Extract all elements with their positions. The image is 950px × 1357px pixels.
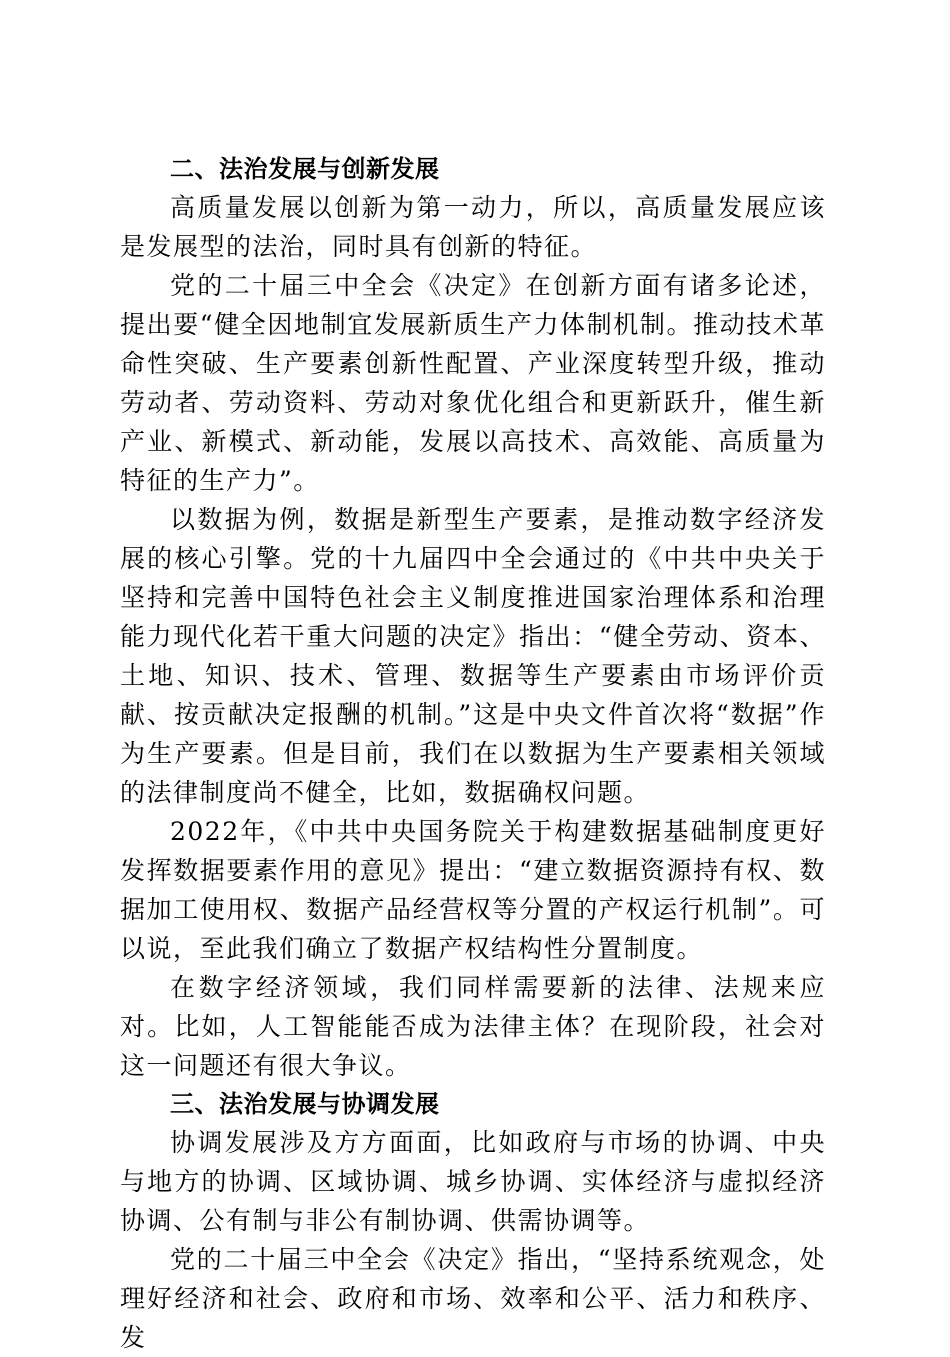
section-innovation <box>120 150 826 1085</box>
paragraph: 党的二十届三中全会《决定》在创新方面有诸多论述，提出要“健全因地制宜发展新质生产力体制机制。推动技术革命性突破、生产要素创新性配置、产业深度转型升级，推动劳动者、劳动资料、劳动对象优化组合和更新跃升，催生新产业、新模式、新动能，发展以高技术、高效能、高质量为特征的生产力”。 <box>120 271 826 495</box>
section-heading: 二、法治发展与创新发展 <box>170 155 440 183</box>
section-heading: 三、法治发展与协调发展 <box>170 1090 440 1118</box>
paragraph: 协调发展涉及方方面面，比如政府与市场的协调、中央与地方的协调、区域协调、城乡协调、实体经济与虚拟经济协调、公有制与非公有制协调、供需协调等。 <box>120 1128 826 1235</box>
section-coordination <box>120 1085 826 1357</box>
paragraph: 党的二十届三中全会《决定》指出，“坚持系统观念，处理好经济和社会、政府和市场、效率和公平、活力和秩序、发 <box>120 1245 826 1352</box>
paragraph: 高质量发展以创新为第一动力，所以，高质量发展应该是发展型的法治，同时具有创新的特征。 <box>120 193 826 261</box>
document-body <box>120 150 826 1357</box>
paragraph: 在数字经济领域，我们同样需要新的法律、法规来应对。比如，人工智能能否成为法律主体？在现阶段，社会对这一问题还有很大争议。 <box>120 973 826 1080</box>
paragraph: 2022年，《中共中央国务院关于构建数据基础制度更好发挥数据要素作用的意见》提出：“建立数据资源持有权、数据加工使用权、数据产品经营权等分置的产权运行机制”。可以说，至此我们确立了数据产权结构性分置制度。 <box>120 817 826 963</box>
paragraph: 以数据为例，数据是新型生产要素，是推动数字经济发展的核心引擎。党的十九届四中全会通过的《中共中央关于坚持和完善中国特色社会主义制度推进国家治理体系和治理能力现代化若干重大问题的决定》指出：“健全劳动、资本、土地、知识、技术、管理、数据等生产要素由市场评价贡献、按贡献决定报酬的机制。”这是中央文件首次将“数据”作为生产要素。但是目前，我们在以数据为生产要素相关领域的法律制度尚不健全，比如，数据确权问题。 <box>120 505 826 807</box>
